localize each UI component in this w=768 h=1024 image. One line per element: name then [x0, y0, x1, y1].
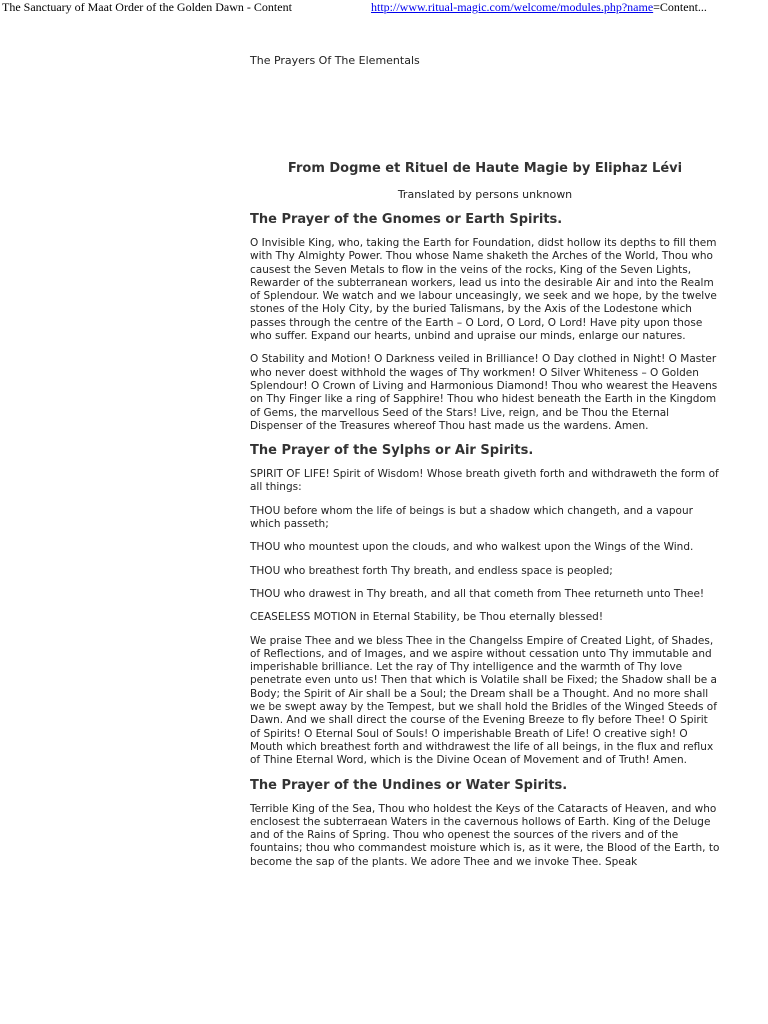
- translator-credit: Translated by persons unknown: [397, 188, 573, 201]
- paragraph: THOU who breathest forth Thy breath, and endless space is peopled;: [250, 564, 613, 577]
- print-header: [0, 0, 768, 16]
- section-title-sylphs: The Prayer of the Sylphs or Air Spirits.: [250, 443, 534, 459]
- document-url-link[interactable]: http://www.ritual-magic.com/welcome/modules.php?name: [371, 0, 654, 14]
- section-title-gnomes: The Prayer of the Gnomes or Earth Spirits.: [250, 212, 563, 227]
- document-title: The Sanctuary of Maat Order of the Golden Dawn - Content: [2, 0, 292, 14]
- section-title-undines: The Prayer of the Undines or Water Spirits.: [250, 777, 568, 793]
- paragraph: SPIRIT OF LIFE! Spirit of Wisdom! Whose breath giveth forth and withdraweth the form of all things:: [250, 468, 719, 494]
- paragraph: O Stability and Motion! O Darkness veiled in Brilliance! O Day clothed in Night! O Master who never doest withhold the wages of Thy workmen! O Silver Whiteness – O Golden Splendour! O Crown of Living and Harmonious Diamond! Thou who wearest the Heavens on Thy Finger like a ring of Sapphire! Thou who hidest beneath the Earth in the Kingdom of Gems, the marvellous Seed of the Stars! Live, reign, and be Thou the Eternal Dispenser of the Treasures whereof Thou hast made us the wardens. Amen.: [250, 353, 718, 432]
- paragraph: THOU before whom the life of beings is but a shadow which changeth, and a vapour which passeth;: [250, 504, 693, 531]
- article-content: [250, 52, 720, 869]
- paragraph: We praise Thee and we bless Thee in the Changelss Empire of Created Light, of Shades, of Reflections, and of Images, and we aspire without cessation unto Thy immutable and imperishable brilliance. Let the ray of Thy intelligence and the warmth of Thy love penetrate even unto us! Then that which is Volatile shall be Fixed; the Shadow shall be a Body; the Spirit of Air shall be a Soul; the Dream shall be a Thought. And no more shall we be swept away by the Tempest, but we shall hold the Bridles of the Winged Steeds of Dawn. And we shall direct the course of the Evening Breeze to fly before Thee! O Spirit of Spirits! O Eternal Soul of Souls! O imperishable Breath of Life! O creative sigh! O Mouth which breathest forth and withdrawest the life of all beings, in the flux and reflux of Thine Eternal Word, which is the Divine Ocean of Movement and of Truth! Amen.: [250, 634, 717, 767]
- paragraph: O Invisible King, who, taking the Earth for Foundation, didst hollow its depths to fill them with Thy Almighty Power. Thou whose Name shaketh the Arches of the World, Thou who causest the Seven Metals to flow in the veins of the rocks, King of the Seven Lights, Rewarder of the subterranean workers, lead us into the desirable Air and into the Realm of Splendour. We watch and we labour unceasingly, we seek and we hope, by the twelve stones of the Holy City, by the buried Talismans, by the Axis of the Lodestone which passes through the centre of the Earth – O Lord, O Lord, O Lord! Have pity upon those who suffer. Expand our hearts, unbind and upraise our minds, enlarge our natures.: [250, 237, 717, 343]
- paragraph: THOU who mountest upon the clouds, and who walkest upon the Wings of the Wind.: [250, 541, 694, 554]
- page-heading: The Prayers Of The Elementals: [250, 54, 420, 67]
- document-url: [371, 0, 707, 14]
- source-title: From Dogme et Rituel de Haute Magie by Eliphaz Lévi: [287, 161, 683, 176]
- paragraph: CEASELESS MOTION in Eternal Stability, be Thou eternally blessed!: [250, 611, 604, 624]
- document-url-rest: =Content...: [653, 0, 707, 14]
- paragraph: THOU who drawest in Thy breath, and all that cometh from Thee returneth unto Thee!: [250, 587, 705, 600]
- paragraph: Terrible King of the Sea, Thou who holdest the Keys of the Cataracts of Heaven, and who enclosest the subterraean Waters in the cavernous hollows of Earth. King of the Deluge and of the Rains of Spring. Thou who openest the sources of the rivers and of the fountains; thou who commandest moisture which is, as it were, the Blood of the Earth, to become the sap of the plants. We adore Thee and we invoke Thee. Speak: [250, 802, 720, 868]
